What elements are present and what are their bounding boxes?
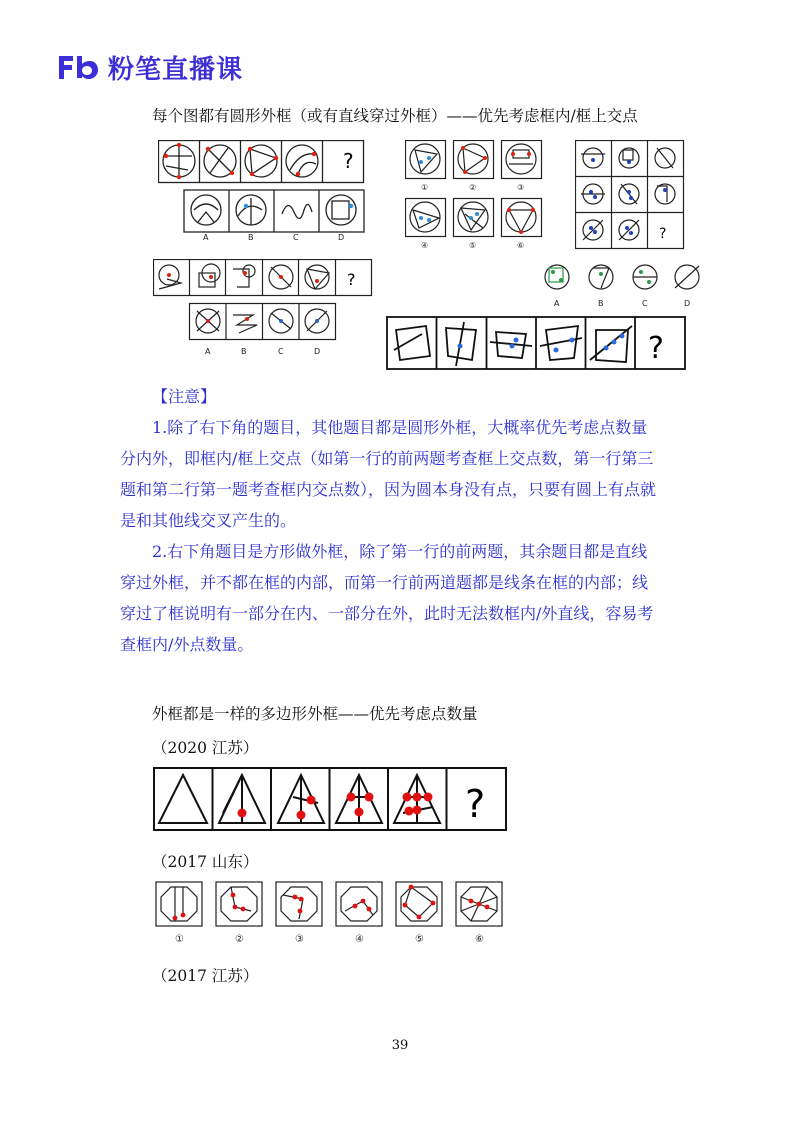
svg-text:A: A <box>203 233 209 240</box>
svg-text:①: ① <box>421 183 429 192</box>
svg-text:?: ? <box>659 226 667 242</box>
figure-grid-3x3 <box>575 140 687 252</box>
brand-name: 粉笔直播课 <box>108 54 244 85</box>
note-title: 【注意】 <box>152 387 217 406</box>
section2-heading: 外框都是一样的多边形外框——优先考虑点数量 <box>152 705 478 723</box>
svg-text:⑤: ⑤ <box>469 241 477 250</box>
svg-text:⑥: ⑥ <box>517 241 525 250</box>
svg-text:B: B <box>241 347 247 356</box>
svg-text:③: ③ <box>517 183 525 192</box>
figure-squares-q4 <box>386 316 688 372</box>
svg-text:D: D <box>684 299 691 308</box>
note-paragraph-2: 2.右下角题目是方形做外框，除了第一行的前两题，其余题目都是直线穿过外框，并不都在框的内部，而第一行前两道题都是线条在框的内部；线穿过了框说明有一部分在内、一部分在外，此时无法数框内/外直线，容易考查框内/外点数量。 <box>120 542 654 654</box>
svg-text:C: C <box>293 233 299 240</box>
figure-circles-q1 <box>158 140 368 240</box>
svg-text:D: D <box>314 347 321 356</box>
svg-text:②: ② <box>235 934 244 945</box>
year-label-2020-jiangsu: （2020 江苏） <box>152 739 259 757</box>
svg-text:B: B <box>248 233 254 240</box>
year-label-2017-shandong: （2017 山东） <box>152 853 259 871</box>
section1-heading: 每个图都有圆形外框（或有直线穿过外框）——优先考虑框内/框上交点 <box>152 107 638 125</box>
svg-text:A: A <box>554 299 560 308</box>
page-number: 39 <box>391 1038 409 1053</box>
svg-text:B: B <box>598 299 604 308</box>
note-paragraph-1: 1.除了右下角的题目，其他题目都是圆形外框，大概率优先考虑点数量分内外，即框内/框上交点（如第一行的前两题考查框上交点数，第一行第三题和第二行第一题考查框内交点数），因为圆本身没有点，只要有圆上有点就是和其他线交叉产生的。 <box>120 418 657 530</box>
svg-text:④: ④ <box>355 934 364 945</box>
svg-text:③: ③ <box>295 934 304 945</box>
year-label-2017-jiangsu: （2017 江苏） <box>152 967 259 985</box>
figure-circles-q2 <box>405 140 545 252</box>
figure-circles-q3 <box>153 259 375 359</box>
svg-text:?: ? <box>465 782 486 826</box>
svg-text:⑥: ⑥ <box>475 934 484 945</box>
svg-text:⑤: ⑤ <box>415 934 424 945</box>
figure-octagons <box>155 881 505 947</box>
question-mark: ? <box>343 149 354 173</box>
svg-text:④: ④ <box>421 241 429 250</box>
figure-options-green <box>535 260 710 310</box>
fb-logo-icon <box>56 52 100 82</box>
brand-logo <box>56 50 243 84</box>
svg-text:D: D <box>338 233 345 240</box>
svg-text:A: A <box>205 347 211 356</box>
svg-text:?: ? <box>347 270 356 289</box>
svg-text:②: ② <box>469 183 477 192</box>
svg-text:C: C <box>642 299 648 308</box>
svg-text:C: C <box>278 347 284 356</box>
svg-text:?: ? <box>648 331 664 366</box>
svg-text:①: ① <box>175 934 184 945</box>
figure-triangles <box>153 767 509 833</box>
